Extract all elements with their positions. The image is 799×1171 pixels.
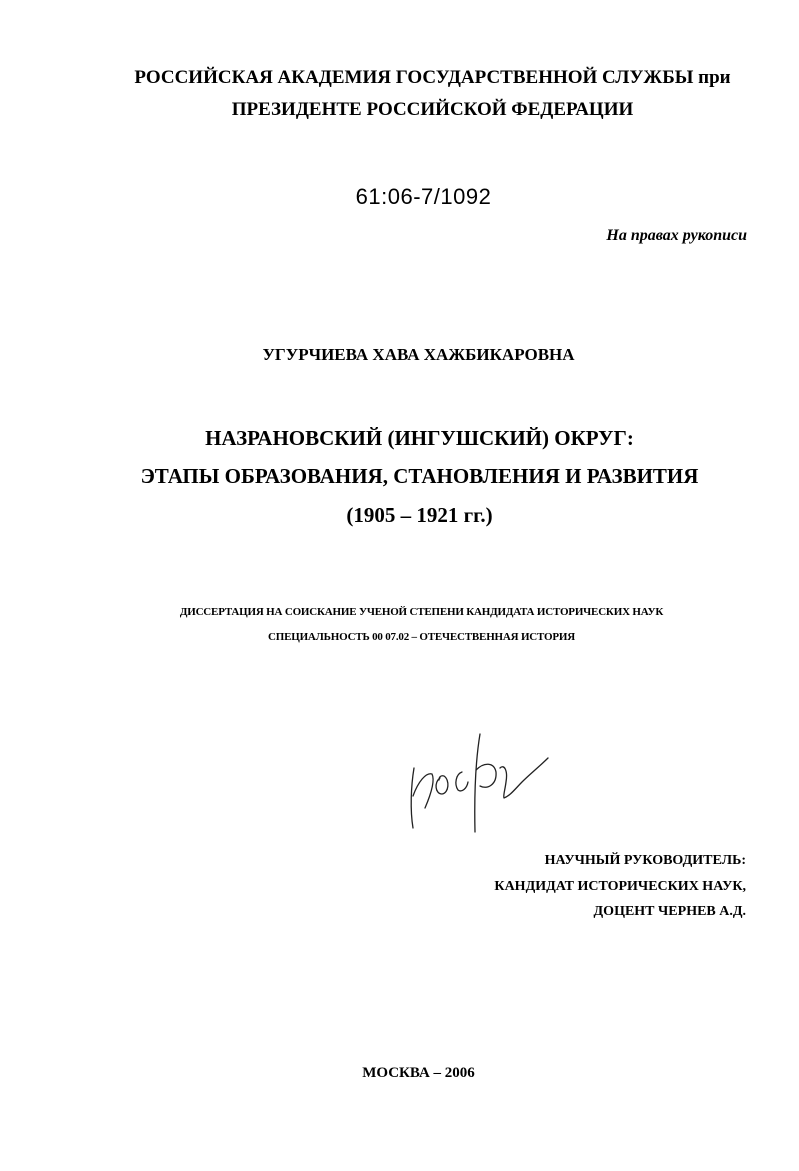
signature-stroke-3 xyxy=(436,776,448,794)
signature-stroke-7 xyxy=(500,758,548,798)
signature-stroke-2 xyxy=(413,774,433,808)
place-year: МОСКВА – 2006 xyxy=(362,1065,475,1081)
title-line-2: ЭТАПЫ ОБРАЗОВАНИЯ, СТАНОВЛЕНИЯ И РАЗВИТИЯ xyxy=(140,464,699,488)
signature-stroke-4 xyxy=(456,772,468,791)
supervisor-degree: КАНДИДАТ ИСТОРИЧЕСКИХ НАУК, xyxy=(494,879,746,894)
supervisor-heading: НАУЧНЫЙ РУКОВОДИТЕЛЬ: xyxy=(544,853,746,868)
catalog-code: 61:06-7/1092 xyxy=(355,184,492,209)
title-line-1: НАЗРАНОВСКИЙ (ИНГУШСКИЙ) ОКРУГ: xyxy=(205,426,634,450)
author-name: УГУРЧИЕВА ХАВА ХАЖБИКАРОВНА xyxy=(262,345,575,364)
dissertation-degree: ДИССЕРТАЦИЯ НА СОИСКАНИЕ УЧЕНОЙ СТЕПЕНИ КАНДИДАТА ИСТОРИЧЕСКИХ НАУК xyxy=(179,606,664,618)
signature-stroke-1 xyxy=(411,768,414,828)
institution-line-2: ПРЕЗИДЕНТЕ РОССИЙСКОЙ ФЕДЕРАЦИИ xyxy=(231,99,634,120)
title-line-3: (1905 – 1921 гг.) xyxy=(346,503,493,527)
signature-stroke-6 xyxy=(476,764,496,787)
supervisor-name: ДОЦЕНТ ЧЕРНЕВ А.Д. xyxy=(593,904,746,919)
handwritten-signature xyxy=(404,728,554,834)
institution-line-1: РОССИЙСКАЯ АКАДЕМИЯ ГОСУДАРСТВЕННОЙ СЛУЖБЫ при xyxy=(134,67,731,88)
rights-note: На правах рукописи xyxy=(606,227,747,244)
signature-stroke-5 xyxy=(475,734,480,832)
specialty-line: СПЕЦИАЛЬНОСТЬ 00 07.02 – ОТЕЧЕСТВЕННАЯ ИСТОРИЯ xyxy=(267,631,576,643)
